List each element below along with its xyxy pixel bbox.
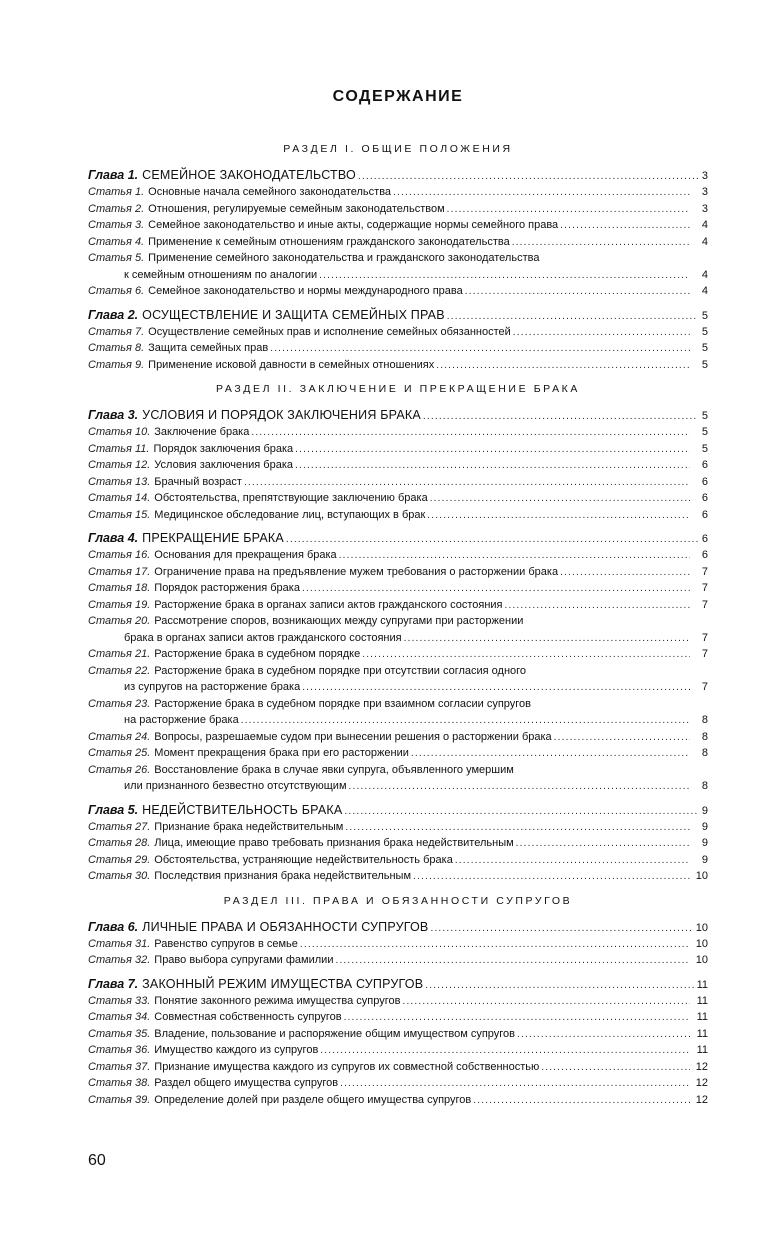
article-entry <box>88 547 708 564</box>
article-entry <box>88 835 708 852</box>
dot-leader <box>251 425 690 442</box>
article-title: Восстановление брака в случае явки супруга, объявленного умершим <box>154 763 514 776</box>
article-title: Признание имущества каждого из супругов их совместной собственностью <box>154 1060 540 1073</box>
dot-leader <box>340 1076 690 1093</box>
dot-leader <box>393 185 690 202</box>
article-title: Порядок заключения брака <box>153 442 294 455</box>
dot-leader <box>241 713 690 730</box>
dot-leader <box>473 1093 690 1110</box>
dot-leader <box>244 475 690 492</box>
article-entry <box>88 217 708 234</box>
article-entry <box>88 564 708 581</box>
article-title: Владение, пользование и распоряжение общим имуществом супругов <box>154 1027 516 1040</box>
article-label: Статья 16. <box>88 549 151 561</box>
article-page-number: 10 <box>695 870 708 882</box>
dot-leader <box>513 325 690 342</box>
article-label: Статья 33. <box>88 994 151 1007</box>
article-entry <box>88 936 708 953</box>
article-entry <box>88 993 708 1010</box>
article-title: Отношения, регулируемые семейным законодательством <box>148 202 445 215</box>
article-title: Раздел общего имущества супругов <box>154 1077 339 1089</box>
article-label: Статья 4. <box>88 235 145 248</box>
article-page-number: 6 <box>701 475 708 488</box>
article-entry <box>88 1026 708 1043</box>
chapter-label: Глава 2. <box>88 307 139 322</box>
article-title: Семейное законодательство и иные акты, содержащие нормы семейного права <box>148 219 559 231</box>
article-title: Лица, имеющие право требовать признания брака недействительным <box>154 837 514 849</box>
article-page-number: 12 <box>695 1060 708 1073</box>
article-entry <box>88 201 708 218</box>
chapter-title: СЕМЕЙНОЕ ЗАКОНОДАТЕЛЬСТВО <box>142 168 356 182</box>
article-page-number: 5 <box>701 358 708 371</box>
article-label: Статья 19. <box>88 598 151 611</box>
chapter-label: Глава 7. <box>88 976 139 991</box>
dot-leader <box>295 458 690 475</box>
article-label: Статья 34. <box>88 1011 151 1023</box>
article-continuation-line <box>88 630 708 647</box>
dot-leader <box>425 977 694 995</box>
dot-leader <box>455 853 690 870</box>
chapter-label: Глава 6. <box>88 919 139 934</box>
article-title: Равенство супругов в семье <box>154 937 298 950</box>
article-entry <box>88 696 708 729</box>
dot-leader <box>560 218 690 235</box>
article-page-number: 3 <box>701 202 708 215</box>
dot-leader <box>447 202 690 219</box>
article-label: Статья 5. <box>88 252 145 264</box>
chapter-page-number: 3 <box>701 170 708 182</box>
article-label: Статья 7. <box>88 325 145 338</box>
article-page-number: 12 <box>695 1093 708 1106</box>
article-page-number: 8 <box>701 747 708 759</box>
chapter-label: Глава 5. <box>88 802 139 817</box>
chapter-title: ЛИЧНЫЕ ПРАВА И ОБЯЗАННОСТИ СУПРУГОВ <box>142 919 429 934</box>
article-entry <box>88 234 708 251</box>
article-page-number: 4 <box>701 235 708 248</box>
article-title: Осуществление семейных прав и исполнение семейных обязанностей <box>148 325 511 338</box>
article-page-number: 7 <box>701 681 708 693</box>
chapter-entry <box>88 529 708 547</box>
dot-leader <box>339 548 690 565</box>
dot-leader <box>505 598 691 615</box>
article-entry <box>88 424 708 441</box>
dot-leader <box>465 284 690 301</box>
dot-leader <box>320 1043 690 1060</box>
article-title: Брачный возраст <box>154 475 242 488</box>
article-page-number: 5 <box>701 426 708 438</box>
article-title: Имущество каждого из супругов <box>154 1044 319 1056</box>
article-page-number: 8 <box>701 730 708 743</box>
article-label: Статья 36. <box>88 1044 151 1056</box>
article-title: Рассмотрение споров, возникающих между супругами при расторжении <box>154 615 524 627</box>
article-title: Понятие законного режима имущества супругов <box>154 994 401 1007</box>
article-first-line <box>88 613 708 630</box>
article-label: Статья 28. <box>88 837 151 849</box>
article-label: Статья 18. <box>88 582 151 594</box>
article-title: Последствия признания брака недействительным <box>154 870 412 882</box>
dot-leader <box>349 779 690 796</box>
article-title: Защита семейных прав <box>148 342 269 354</box>
article-entry <box>88 952 708 969</box>
article-page-number: 11 <box>696 1011 708 1023</box>
article-continuation-line <box>88 267 708 284</box>
article-page-number: 7 <box>701 598 708 611</box>
article-page-number: 6 <box>701 459 708 471</box>
article-page-number: 6 <box>701 492 708 504</box>
article-continuation-line <box>88 679 708 696</box>
article-page-number: 11 <box>696 994 708 1007</box>
chapter-label: Глава 4. <box>88 531 139 545</box>
article-title: Расторжение брака в судебном порядке <box>154 648 361 660</box>
article-label: Статья 31. <box>88 937 151 950</box>
chapter-title: ПРЕКРАЩЕНИЕ БРАКА <box>142 531 284 545</box>
article-label: Статья 38. <box>88 1077 151 1089</box>
article-entry <box>88 868 708 885</box>
dot-leader <box>358 168 698 186</box>
article-page-number: 4 <box>701 219 708 231</box>
dot-leader <box>295 442 690 459</box>
section-heading: РАЗДЕЛ III. ПРАВА И ОБЯЗАННОСТИ СУПРУГОВ <box>223 894 573 907</box>
chapter-entry <box>88 975 708 993</box>
article-page-number: 4 <box>701 285 708 297</box>
article-title: Обстоятельства, препятствующие заключению брака <box>154 492 428 504</box>
article-label: Статья 29. <box>88 853 151 866</box>
chapter-title: ЗАКОННЫЙ РЕЖИМ ИМУЩЕСТВА СУПРУГОВ <box>142 976 424 991</box>
dot-leader <box>319 268 690 285</box>
chapter-entry <box>88 166 708 184</box>
article-entry <box>88 1059 708 1076</box>
article-label: Статья 15. <box>88 508 151 521</box>
article-entry <box>88 490 708 507</box>
article-entry <box>88 852 708 869</box>
article-title: Признание брака недействительным <box>154 820 344 833</box>
chapter-page-number: 11 <box>696 978 708 991</box>
chapter-title: ОСУЩЕСТВЛЕНИЕ И ЗАЩИТА СЕМЕЙНЫХ ПРАВ <box>142 307 445 322</box>
article-title: Право выбора супругами фамилии <box>154 954 334 966</box>
article-label: Статья 2. <box>88 202 145 215</box>
dot-leader <box>554 730 690 747</box>
article-label: Статья 12. <box>88 459 151 471</box>
article-title: Определение долей при разделе общего имущества супругов <box>154 1093 472 1106</box>
article-first-line <box>88 250 708 267</box>
dot-leader <box>270 341 690 358</box>
dot-leader <box>517 1027 690 1044</box>
dot-leader <box>345 820 690 837</box>
article-entry <box>88 283 708 300</box>
article-page-number: 12 <box>695 1077 708 1089</box>
article-label: Статья 22. <box>88 664 151 677</box>
article-page-number: 9 <box>701 837 708 849</box>
article-page-number: 8 <box>701 714 708 726</box>
article-page-number: 6 <box>701 508 708 521</box>
article-page-number: 7 <box>701 565 708 578</box>
article-title-continued: брака в органах записи актов гражданского состояния <box>124 631 402 644</box>
article-title: Применение к семейным отношениям гражданского законодательства <box>148 235 510 248</box>
article-page-number: 6 <box>701 549 708 561</box>
article-label: Статья 35. <box>88 1027 151 1040</box>
article-page-number: 5 <box>701 342 708 354</box>
chapter-entry <box>88 306 708 324</box>
chapter-entry <box>88 801 708 819</box>
article-page-number: 7 <box>701 648 708 660</box>
article-page-number: 3 <box>701 186 708 198</box>
article-entry <box>88 1009 708 1026</box>
article-label: Статья 8. <box>88 342 145 354</box>
article-entry <box>88 184 708 201</box>
article-entry <box>88 729 708 746</box>
article-title: Условия заключения брака <box>154 459 294 471</box>
article-label: Статья 27. <box>88 820 151 833</box>
article-entry <box>88 340 708 357</box>
article-entry <box>88 357 708 374</box>
table-of-contents <box>88 141 708 1108</box>
article-title: Обстоятельства, устраняющие недействительность брака <box>154 853 453 866</box>
chapter-page-number: 6 <box>701 533 708 545</box>
dot-leader <box>362 647 690 664</box>
chapter-page-number: 9 <box>701 804 708 817</box>
article-title: Совместная собственность супругов <box>154 1011 342 1023</box>
article-page-number: 11 <box>696 1027 708 1040</box>
dot-leader <box>344 1010 690 1027</box>
article-label: Статья 14. <box>88 492 151 504</box>
dot-leader <box>541 1060 690 1077</box>
section-heading: РАЗДЕЛ II. ЗАКЛЮЧЕНИЕ И ПРЕКРАЩЕНИЕ БРАКА <box>215 383 581 395</box>
article-page-number: 7 <box>701 631 708 644</box>
article-title-continued: из супругов на расторжение брака <box>124 681 301 693</box>
article-label: Статья 39. <box>88 1093 151 1106</box>
article-label: Статья 6. <box>88 285 145 297</box>
article-title: Порядок расторжения брака <box>154 582 300 594</box>
article-title: Вопросы, разрешаемые судом при вынесении решения о расторжении брака <box>154 730 552 743</box>
article-page-number: 9 <box>701 853 708 866</box>
article-label: Статья 9. <box>88 358 145 371</box>
article-label: Статья 26. <box>88 763 151 776</box>
chapter-title: УСЛОВИЯ И ПОРЯДОК ЗАКЛЮЧЕНИЯ БРАКА <box>142 408 421 422</box>
dot-leader <box>335 953 690 970</box>
chapter-entry <box>88 406 708 424</box>
article-entry <box>88 819 708 836</box>
page-number: 60 <box>88 1152 106 1169</box>
dot-leader <box>427 508 690 525</box>
dot-leader <box>516 836 690 853</box>
dot-leader <box>430 491 690 508</box>
article-title-continued: на расторжение брака <box>124 714 239 726</box>
article-title: Основания для прекращения брака <box>154 549 337 561</box>
article-title: Заключение брака <box>154 426 250 438</box>
dot-leader <box>423 408 698 426</box>
dot-leader <box>411 746 690 763</box>
article-entry <box>88 597 708 614</box>
article-entry <box>88 580 708 597</box>
article-title: Применение исковой давности в семейных отношениях <box>148 358 435 371</box>
article-label: Статья 25. <box>88 747 151 759</box>
article-label: Статья 21. <box>88 648 151 660</box>
dot-leader <box>300 937 690 954</box>
page-title: СОДЕРЖАНИЕ <box>332 88 464 105</box>
article-entry <box>88 507 708 524</box>
article-title: Момент прекращения брака при его расторжении <box>154 747 409 759</box>
article-label: Статья 17. <box>88 565 151 578</box>
article-label: Статья 11. <box>88 442 150 455</box>
article-entry <box>88 250 708 283</box>
article-page-number: 4 <box>701 268 708 281</box>
article-continuation-line <box>88 712 708 729</box>
dot-leader <box>344 803 698 821</box>
article-label: Статья 13. <box>88 475 151 488</box>
dot-leader <box>436 358 690 375</box>
chapter-title: НЕДЕЙСТВИТЕЛЬНОСТЬ БРАКА <box>142 802 343 817</box>
article-label: Статья 3. <box>88 219 145 231</box>
article-label: Статья 24. <box>88 730 151 743</box>
article-page-number: 9 <box>701 820 708 833</box>
article-entry <box>88 1075 708 1092</box>
article-label: Статья 32. <box>88 954 151 966</box>
article-first-line <box>88 696 708 713</box>
dot-leader <box>512 235 690 252</box>
dot-leader <box>402 994 690 1011</box>
dot-leader <box>430 920 693 938</box>
dot-leader <box>286 531 698 549</box>
article-entry <box>88 613 708 646</box>
article-label: Статья 37. <box>88 1060 151 1073</box>
article-entry <box>88 441 708 458</box>
article-title: Семейное законодательство и нормы международного права <box>148 285 463 297</box>
article-entry <box>88 324 708 341</box>
article-title: Расторжение брака в органах записи актов гражданского состояния <box>154 598 503 611</box>
article-continuation-line <box>88 778 708 795</box>
chapter-page-number: 5 <box>701 309 708 322</box>
article-page-number: 5 <box>701 442 708 455</box>
section-heading: РАЗДЕЛ I. ОБЩИЕ ПОЛОЖЕНИЯ <box>283 143 513 155</box>
article-title-continued: к семейным отношениям по аналогии <box>124 268 318 281</box>
article-page-number: 10 <box>695 937 708 950</box>
article-entry <box>88 474 708 491</box>
chapter-page-number: 10 <box>695 921 708 934</box>
dot-leader <box>404 631 690 648</box>
article-entry <box>88 1092 708 1109</box>
article-label: Статья 1. <box>88 186 145 198</box>
article-page-number: 10 <box>695 954 708 966</box>
article-title: Основные начала семейного законодательства <box>148 186 392 198</box>
article-entry <box>88 457 708 474</box>
article-first-line <box>88 663 708 680</box>
article-page-number: 7 <box>701 582 708 594</box>
article-title: Расторжение брака в судебном порядке при взаимном согласии супругов <box>154 697 532 710</box>
dot-leader <box>302 581 690 598</box>
toc-page <box>88 88 708 1108</box>
article-title-continued: или признанного безвестно отсутствующим <box>124 780 347 792</box>
chapter-page-number: 5 <box>701 410 708 422</box>
article-entry <box>88 663 708 696</box>
dot-leader <box>560 565 690 582</box>
article-page-number: 8 <box>701 780 708 792</box>
article-first-line <box>88 762 708 779</box>
dot-leader <box>302 680 690 697</box>
article-page-number: 5 <box>701 325 708 338</box>
article-label: Статья 10. <box>88 426 151 438</box>
article-entry <box>88 646 708 663</box>
article-label: Статья 30. <box>88 870 151 882</box>
chapter-label: Глава 1. <box>88 168 139 182</box>
article-page-number: 11 <box>696 1044 708 1056</box>
dot-leader <box>413 869 690 886</box>
article-label: Статья 20. <box>88 615 151 627</box>
article-entry <box>88 1042 708 1059</box>
article-title: Медицинское обследование лиц, вступающих в брак <box>154 508 426 521</box>
article-entry <box>88 762 708 795</box>
article-label: Статья 23. <box>88 697 151 710</box>
chapter-entry <box>88 918 708 936</box>
chapter-label: Глава 3. <box>88 408 139 422</box>
article-title: Ограничение права на предъявление мужем требования о расторжении брака <box>154 565 559 578</box>
article-title: Расторжение брака в судебном порядке при отсутствии согласия одного <box>154 664 527 677</box>
article-title: Применение семейного законодательства и гражданского законодательства <box>148 252 540 264</box>
article-entry <box>88 745 708 762</box>
